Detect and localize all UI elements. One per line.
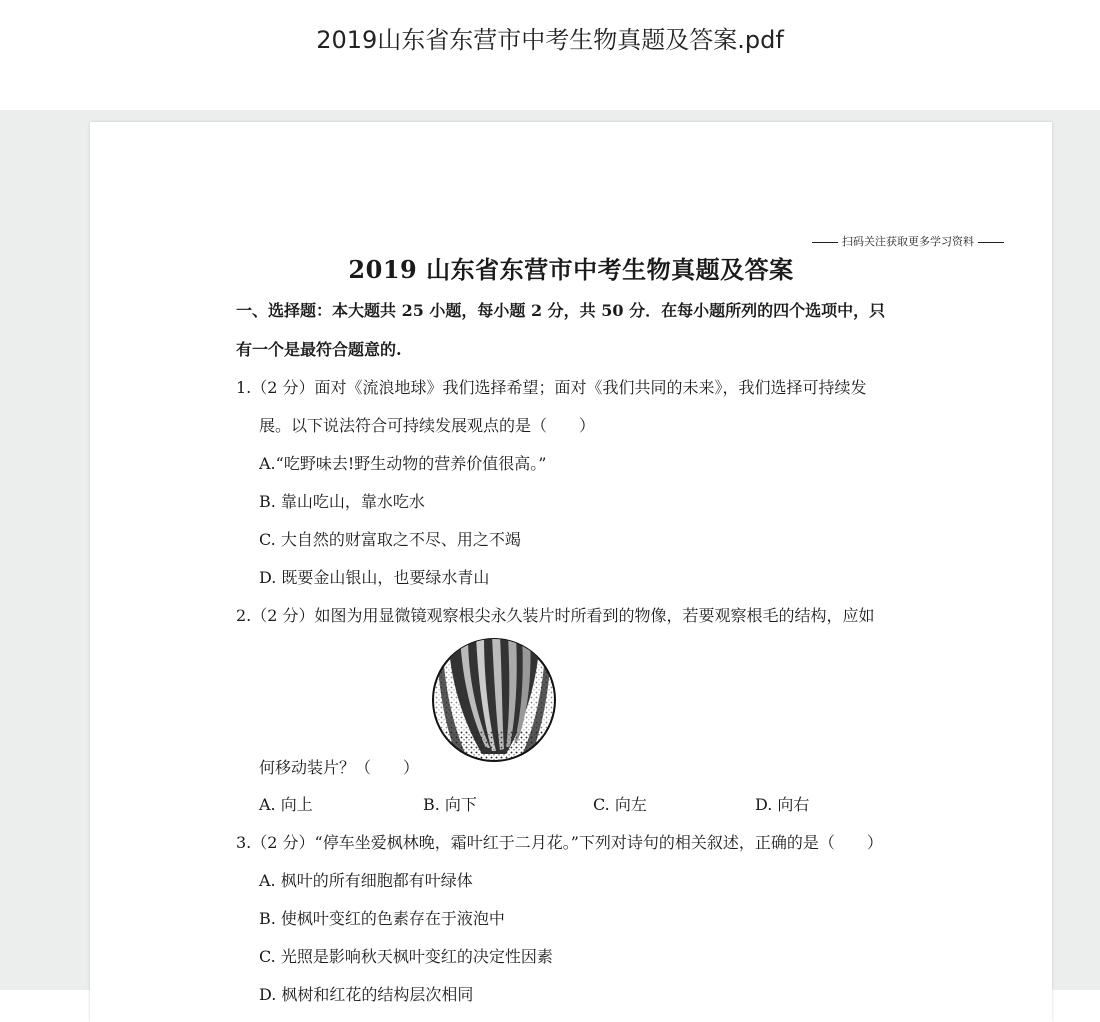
viewer-header — [0, 0, 1100, 110]
section-heading-line1: 一、选择题：本大题共 25 小题，每小题 2 分，共 50 分．在每小题所列的四个选项中，只 — [236, 301, 886, 320]
section-heading-line2: 有一个是最符合题意的. — [236, 340, 402, 359]
question-1-option-a: A.“吃野味去!野生动物的营养价值很高。” — [259, 454, 547, 473]
question-3-option-a: A. 枫叶的所有细胞都有叶绿体 — [259, 871, 473, 890]
question-1-stem-line1: 1.（2 分）面对《流浪地球》我们选择希望；面对《我们共同的未来》，我们选择可持续发 — [236, 378, 867, 397]
question-1-stem-line2: 展。以下说法符合可持续发展观点的是（ ） — [259, 416, 596, 435]
watermark-dash-left — [812, 242, 838, 243]
question-1-option-b: B. 靠山吃山，靠水吃水 — [259, 492, 425, 511]
watermark-text — [808, 233, 1008, 249]
question-1-option-c: C. 大自然的财富取之不尽、用之不竭 — [259, 530, 521, 549]
question-2-option-a: A. 向上 — [259, 795, 313, 814]
root-tip-microscope-image — [430, 636, 558, 764]
file-title: 2019山东省东营市中考生物真题及答案.pdf — [316, 26, 784, 54]
question-1-option-d: D. 既要金山银山，也要绿水青山 — [259, 568, 490, 587]
question-3-option-c: C. 光照是影响秋天枫叶变红的决定性因素 — [259, 947, 553, 966]
document-viewer[interactable] — [0, 110, 1100, 1004]
question-2-option-b: B. 向下 — [423, 795, 477, 814]
question-3-stem-line1: 3.（2 分）“停车坐爱枫林晚，霜叶红于二月花。”下列对诗句的相关叙述，正确的是（ ） — [236, 833, 883, 852]
document-title: 2019 山东省东营市中考生物真题及答案 — [348, 255, 794, 284]
question-2-stem-line2: 何移动装片？（ ） — [259, 758, 420, 777]
question-2-stem-line1: 2.（2 分）如图为用显微镜观察根尖永久装片时所看到的物像，若要观察根毛的结构，应如 — [236, 606, 875, 625]
watermark-dash-right — [978, 242, 1004, 243]
question-3-option-d: D. 枫树和红花的结构层次相同 — [259, 985, 474, 1004]
question-2-option-c: C. 向左 — [593, 795, 647, 814]
question-3-option-b: B. 使枫叶变红的色素存在于液泡中 — [259, 909, 505, 928]
pdf-page — [90, 122, 1052, 1022]
watermark-label: 扫码关注获取更多学习资料 — [842, 235, 974, 248]
question-2-option-d: D. 向右 — [755, 795, 810, 814]
